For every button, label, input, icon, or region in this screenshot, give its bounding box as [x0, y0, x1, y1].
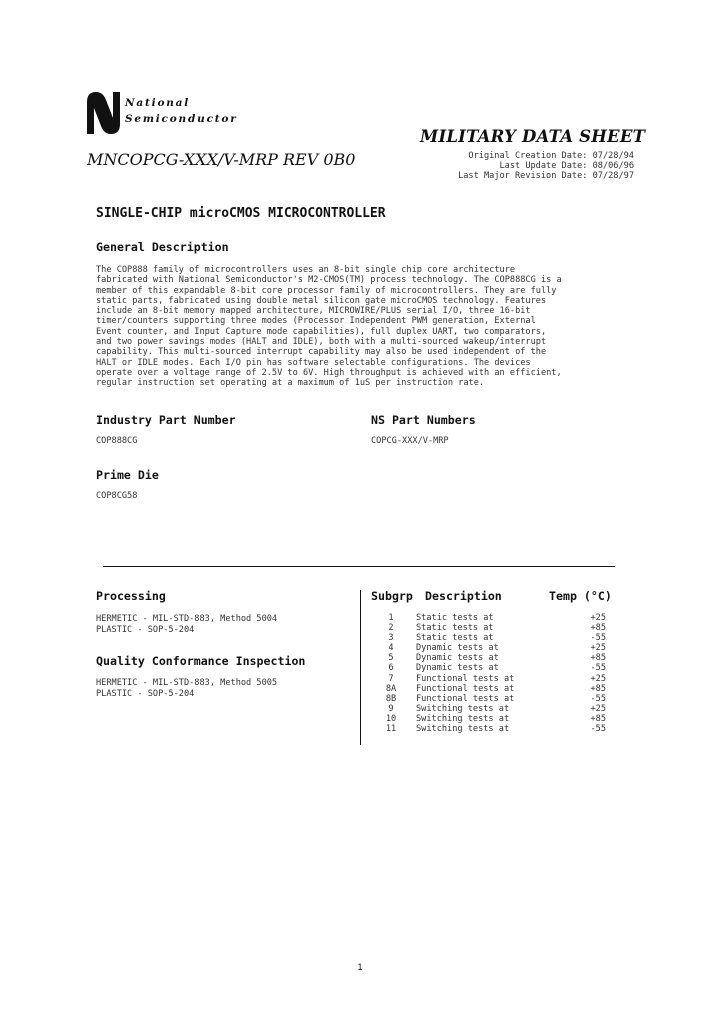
- last-major-revision-date: Last Major Revision Date: 07/28/97: [458, 171, 634, 181]
- subgrp-cell: 3: [388, 633, 394, 644]
- temp-column-header: Temp (°C): [549, 589, 612, 603]
- general-description-heading: General Description: [96, 240, 229, 254]
- table-row: [366, 714, 606, 724]
- description-cell: Switching tests at: [416, 713, 510, 724]
- description-cell: Functional tests at: [416, 673, 515, 684]
- quality-conformance-heading: Quality Conformance Inspection: [96, 654, 306, 668]
- temp-cell: +85: [590, 683, 606, 694]
- processing-heading: Processing: [96, 589, 166, 603]
- subgrp-cell: 11: [385, 724, 397, 735]
- temp-cell: -55: [590, 693, 606, 704]
- table-row: [366, 724, 606, 734]
- industry-part-number-value: COP888CG: [96, 436, 138, 446]
- processing-hermetic-line: HERMETIC - MIL-STD-883, Method 5004: [96, 614, 278, 624]
- general-description-text: The COP888 family of microcontrollers uses an 8-bit single chip core architecture fabricated with National Semiconductor's M2-CMOS(TM) process technology. The COP888CG is a member of this expandable 8-bit core processor family of microcontrollers. They are fully static parts, fabricated using double metal silicon gate microCMOS technology. Features include an 8-bit memory mapped architecture, MICROWIRE/PLUS serial I/O, three 16-bit timer/counters supporting three modes (Processor Independent PWM generation, External Event counter, and Input Capture mode capabilities), full duplex UART, two comparators, and two power savings modes (HALT and IDLE), both with a multi-sourced wakeup/interrupt capability. This multi-sourced interrupt capability may also be used independent of the HALT or IDLE modes. Each I/O pin has software selectable configurations. The devices operate over a voltage range of 2.5V to 6V. High throughput is achieved with an efficient, regular instruction set operating at a maximum of 1uS per instruction rate.: [96, 265, 562, 389]
- document-title: SINGLE-CHIP microCMOS MICROCONTROLLER: [96, 206, 386, 221]
- document-type-title: MILITARY DATA SHEET: [420, 127, 646, 146]
- section-divider: [103, 566, 615, 567]
- quality-hermetic-line: HERMETIC - MIL-STD-883, Method 5005: [96, 678, 278, 688]
- description-cell: Functional tests at: [416, 693, 515, 704]
- quality-plastic-line: PLASTIC - SOP-5-204: [96, 689, 195, 699]
- revision-dates: [458, 151, 634, 181]
- table-row: [366, 663, 606, 673]
- subgrp-cell: 2: [388, 623, 394, 634]
- table-row: [366, 643, 606, 653]
- part-number-title: MNCOPCG-XXX/V-MRP REV 0B0: [87, 150, 356, 169]
- prime-die-heading: Prime Die: [96, 468, 159, 482]
- temp-cell: +85: [590, 713, 606, 724]
- temp-cell: +85: [590, 623, 606, 634]
- description-cell: Static tests at: [416, 613, 494, 623]
- temp-cell: +25: [590, 643, 606, 654]
- prime-die-value: COP8CG58: [96, 491, 138, 501]
- table-row: [366, 694, 606, 704]
- subgrp-cell: 9: [388, 703, 394, 714]
- description-cell: Static tests at: [416, 633, 494, 644]
- description-cell: Dynamic tests at: [416, 643, 499, 654]
- temp-cell: +25: [590, 673, 606, 684]
- processing-plastic-line: PLASTIC - SOP-5-204: [96, 625, 195, 635]
- temp-cell: -55: [590, 663, 606, 674]
- temp-cell: +25: [590, 613, 606, 623]
- table-row: [366, 653, 606, 663]
- company-name-line1: National: [125, 97, 191, 109]
- description-cell: Switching tests at: [416, 703, 510, 714]
- description-cell: Static tests at: [416, 623, 494, 634]
- description-cell: Switching tests at: [416, 724, 510, 735]
- table-row: [366, 684, 606, 694]
- subgrp-cell: 4: [388, 643, 394, 654]
- table-row: [366, 623, 606, 633]
- ns-part-numbers-value: COPCG-XXX/V-MRP: [371, 436, 449, 446]
- table-row: [366, 704, 606, 714]
- description-cell: Dynamic tests at: [416, 663, 499, 674]
- temp-cell: -55: [590, 724, 606, 735]
- subgrp-cell: 6: [388, 663, 394, 674]
- table-row: [366, 674, 606, 684]
- original-creation-date: Original Creation Date: 07/28/94: [468, 151, 634, 161]
- page-number: 1: [357, 962, 363, 972]
- temp-cell: -55: [590, 633, 606, 644]
- table-row: [366, 613, 606, 623]
- subgroup-table: [366, 613, 606, 734]
- ns-part-numbers-heading: NS Part Numbers: [371, 413, 476, 427]
- table-row: [366, 633, 606, 643]
- description-cell: Dynamic tests at: [416, 653, 499, 664]
- subgrp-cell: 7: [388, 673, 394, 684]
- subgrp-cell: 1: [388, 613, 394, 623]
- description-cell: Functional tests at: [416, 683, 515, 694]
- column-divider: [360, 590, 361, 745]
- subgrp-cell: 8B: [385, 693, 397, 704]
- company-name-line2: Semiconductor: [125, 113, 238, 125]
- national-semiconductor-logo-icon: [84, 90, 122, 136]
- subgrp-cell: 8A: [385, 683, 397, 694]
- temp-cell: +85: [590, 653, 606, 664]
- subgrp-cell: 5: [388, 653, 394, 664]
- last-update-date: Last Update Date: 08/06/96: [499, 161, 634, 171]
- subgrp-column-header: Subgrp: [371, 589, 413, 603]
- industry-part-number-heading: Industry Part Number: [96, 413, 236, 427]
- subgrp-cell: 10: [385, 713, 397, 724]
- description-column-header: Description: [425, 589, 502, 603]
- temp-cell: +25: [590, 703, 606, 714]
